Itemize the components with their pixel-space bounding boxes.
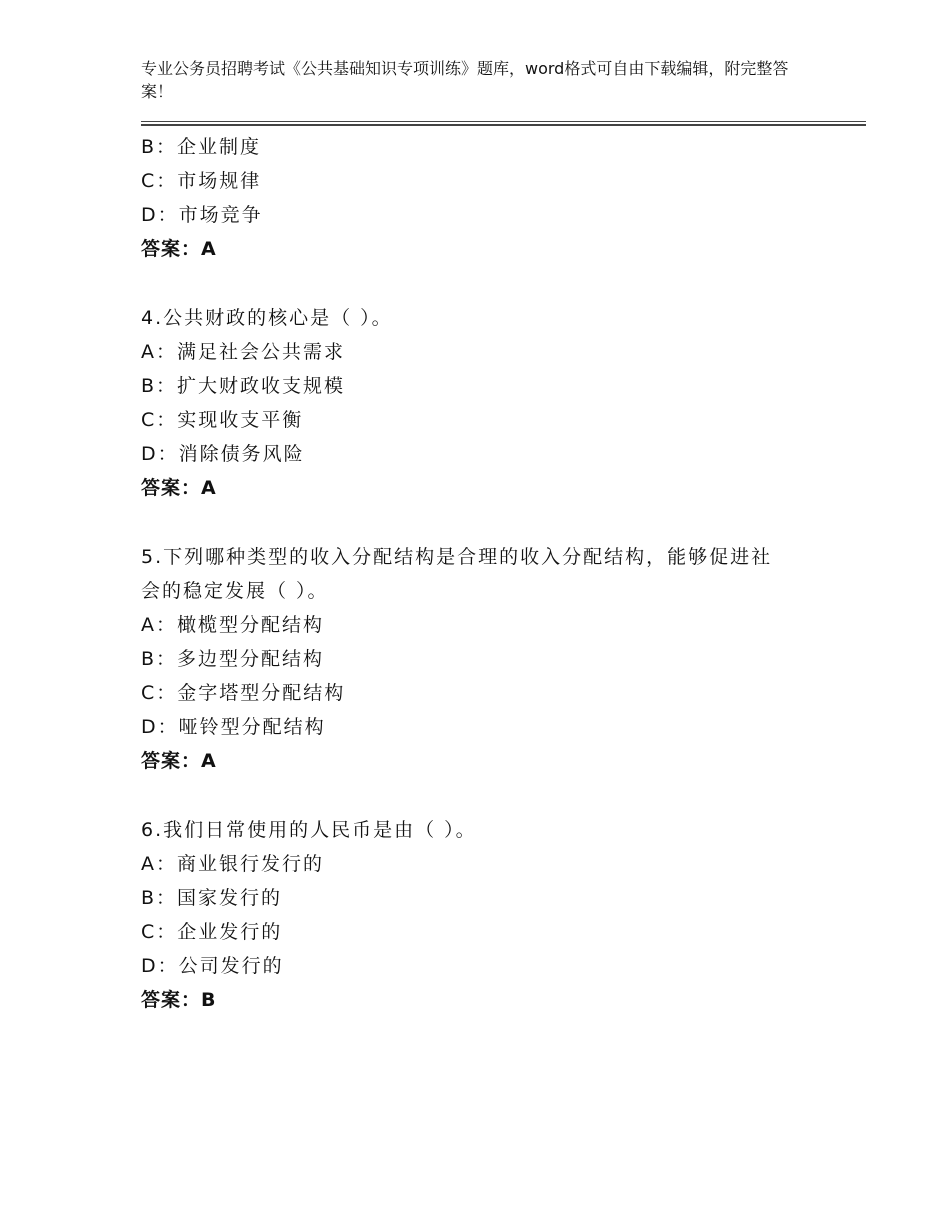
question-4 xyxy=(141,301,866,505)
question-5 xyxy=(141,540,866,778)
option-c: C：金字塔型分配结构 xyxy=(141,682,346,704)
option-b: B：企业制度 xyxy=(141,136,262,158)
option-c: C：市场规律 xyxy=(141,170,262,192)
option-b: B：扩大财政收支规模 xyxy=(141,375,346,397)
question-stem: 6.我们日常使用的人民币是由（ ）。 xyxy=(141,819,477,841)
option-b: B：多边型分配结构 xyxy=(141,648,325,670)
header-divider xyxy=(141,121,866,122)
option-d: D：消除债务风险 xyxy=(141,443,305,465)
option-d: D：哑铃型分配结构 xyxy=(141,716,326,738)
option-c: C：实现收支平衡 xyxy=(141,409,304,431)
option-d: D：市场竞争 xyxy=(141,204,263,226)
option-b: B：国家发行的 xyxy=(141,887,283,909)
header-divider-thick xyxy=(141,124,866,126)
question-stem: 5.下列哪种类型的收入分配结构是合理的收入分配结构，能够促进社 xyxy=(141,546,773,568)
option-d: D：公司发行的 xyxy=(141,955,284,977)
continued-question xyxy=(141,130,866,266)
answer-line: 答案：B xyxy=(141,989,217,1011)
page-header: 专业公务员招聘考试《公共基础知识专项训练》题库，word格式可自由下载编辑，附完整答案！ xyxy=(141,59,789,101)
question-stem: 4.公共财政的核心是（ ）。 xyxy=(141,307,393,329)
option-a: A：满足社会公共需求 xyxy=(141,341,345,363)
question-6 xyxy=(141,813,866,1017)
question-stem-continued: 会的稳定发展（ ）。 xyxy=(141,580,329,602)
option-c: C：企业发行的 xyxy=(141,921,283,943)
answer-line: 答案：A xyxy=(141,750,217,772)
option-a: A：橄榄型分配结构 xyxy=(141,614,324,636)
question-content xyxy=(141,130,866,1017)
answer-line: 答案：A xyxy=(141,477,217,499)
option-a: A：商业银行发行的 xyxy=(141,853,324,875)
answer-line: 答案：A xyxy=(141,238,217,260)
